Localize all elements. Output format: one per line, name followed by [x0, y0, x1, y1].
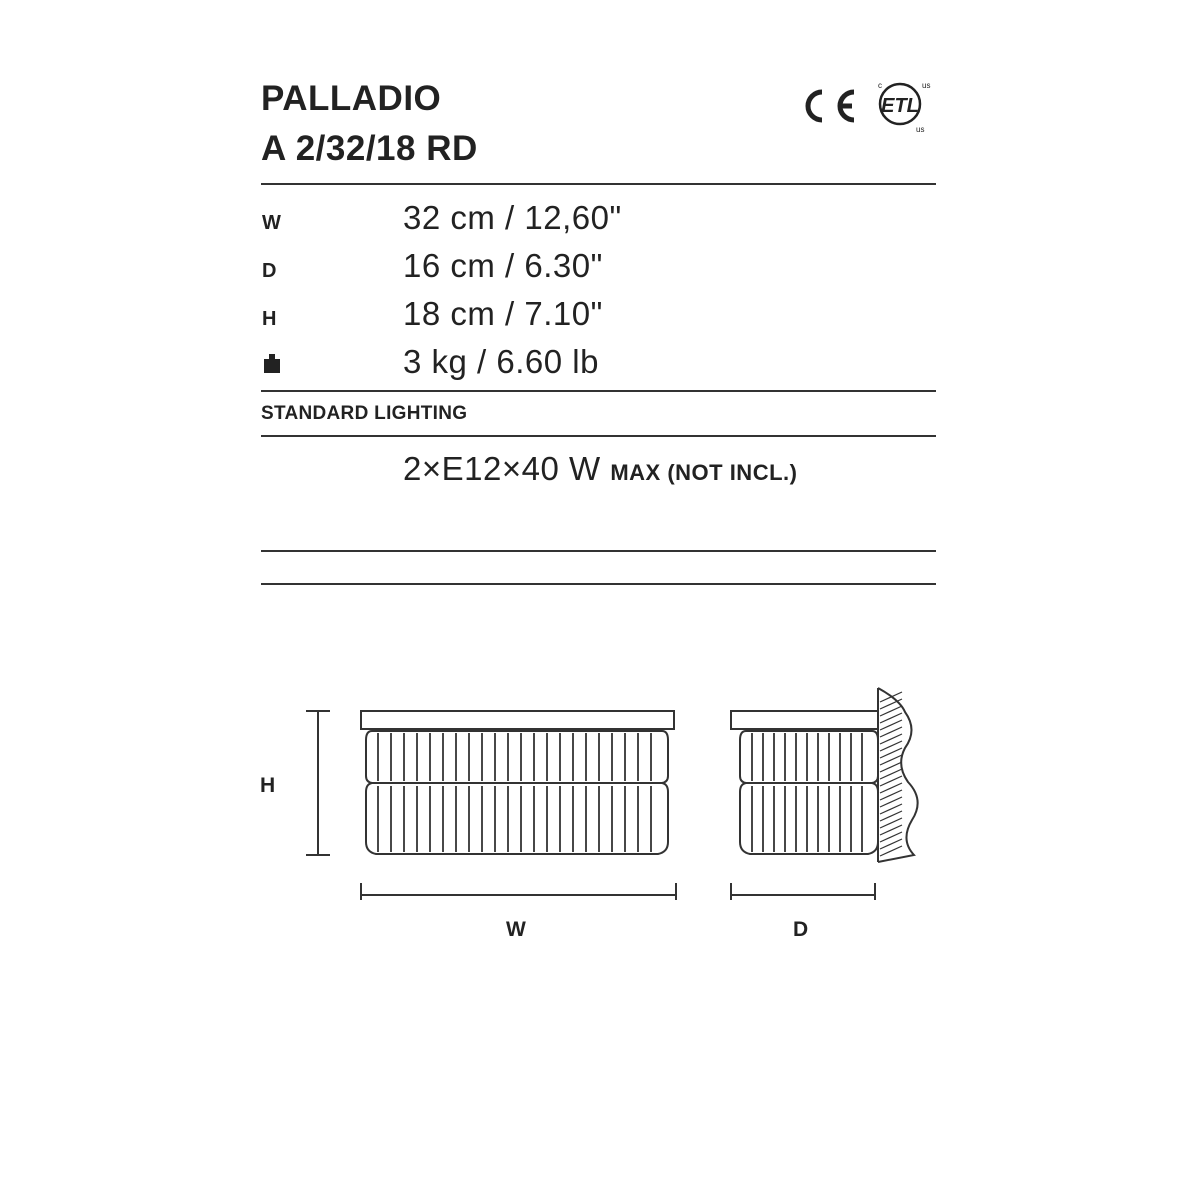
spec-key-height: H — [262, 308, 277, 330]
product-title — [261, 74, 478, 174]
dimension-label-height: H — [260, 774, 276, 797]
height-dimension-line — [306, 711, 330, 855]
spec-value-height: 18 cm / 7.10" — [403, 295, 603, 332]
section-label-standard-lighting: STANDARD LIGHTING — [261, 403, 468, 424]
front-view-drawing — [361, 711, 674, 854]
spec-key-width: W — [262, 212, 281, 234]
svg-text:us: us — [922, 81, 931, 90]
lighting-spec — [403, 450, 797, 488]
etl-mark-icon — [878, 81, 930, 134]
technical-drawing — [250, 680, 950, 900]
certification-marks — [792, 76, 942, 136]
svg-text:ETL: ETL — [881, 95, 919, 117]
spec-value-width: 32 cm / 12,60" — [403, 199, 622, 236]
svg-text:us: us — [916, 125, 925, 134]
divider — [261, 583, 936, 585]
weight-icon — [262, 351, 282, 375]
dimension-label-width: W — [506, 918, 526, 941]
depth-dimension-line — [731, 883, 875, 900]
divider — [261, 390, 936, 392]
product-name: PALLADIO — [261, 79, 442, 118]
spec-value-weight: 3 kg / 6.60 lb — [403, 343, 599, 380]
lighting-note: MAX (NOT INCL.) — [610, 460, 798, 485]
ce-mark-icon — [808, 92, 854, 120]
spec-key-depth: D — [262, 260, 277, 282]
product-code: A 2/32/18 RD — [261, 129, 478, 168]
side-view-drawing — [731, 711, 878, 854]
divider — [261, 550, 936, 552]
divider — [261, 183, 936, 185]
wall-hatch — [878, 688, 918, 862]
width-dimension-line — [361, 883, 676, 900]
dimension-label-depth: D — [793, 918, 809, 941]
svg-text:c: c — [878, 81, 882, 90]
spec-value-depth: 16 cm / 6.30" — [403, 247, 603, 284]
divider — [261, 435, 936, 437]
lighting-value: 2×E12×40 W — [403, 450, 601, 487]
